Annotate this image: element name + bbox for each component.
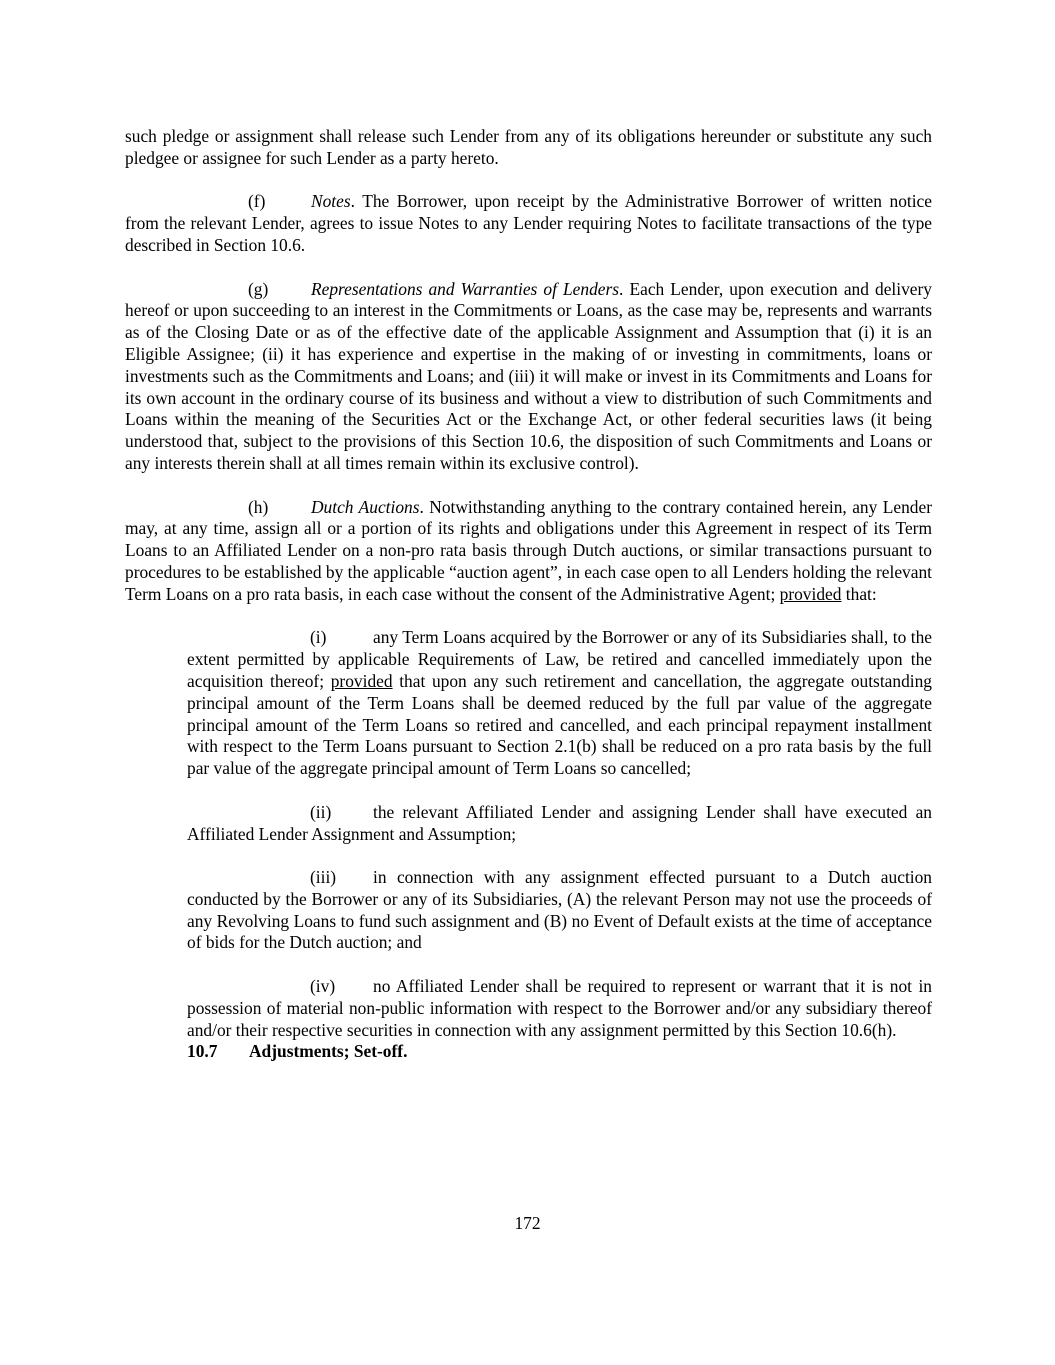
subparagraph-ii: (ii) the relevant Affiliated Lender and assigning Lender shall have executed an Affiliated Lender Assignment and Assumption; [187,801,932,844]
section-heading [187,1041,932,1063]
subparagraph-iii: (iii) in connection with any assignment effected pursuant to a Dutch auction conducted by the Borrower or any of its Subsidiaries, (A) the relevant Person may not use the proceeds of any Revolving Loans to fund such assignment and (B) no Event of Default exists at the time of acceptance of bids for the Dutch auction; and [187,867,932,953]
paragraph-label: (f) [248,191,266,212]
provided-term: provided [330,670,393,691]
paragraph-title: Notes [311,191,351,212]
section-title: Adjustments; Set-off. [249,1041,408,1062]
paragraph-h-dutch-auctions: (h) Dutch Auctions. Notwithstanding anything to the contrary contained herein, any Lender may, at any time, assign all or a portion of its rights and obligations under this Agreement in respect of its Term Loans to an Affiliated Lender on a non-pro rata basis through Dutch auctions, or similar transactions pursuant to procedures to be established by the applicable “auction agent”, in each case open to all Lenders holding the relevant Term Loans on a pro rata basis, in each case without the consent of the Administrative Agent; provided that: [125,496,932,604]
subparagraph-label: (ii) [310,801,332,822]
section-number: 10.7 [187,1041,218,1062]
subparagraph-label: (iii) [310,867,337,888]
page-number: 172 [514,1213,541,1233]
subparagraph-i: (i) any Term Loans acquired by the Borrower or any of its Subsidiaries shall, to the extent permitted by applicable Requirements of Law, be retired and cancelled immediately upon the acquisition thereof; provided that upon any such retirement and cancellation, the aggregate outstanding principal amount of the Term Loans shall be deemed reduced by the full par value of the aggregate principal amount of the Term Loans so retired and cancelled, and each principal repayment installment with respect to the Term Loans pursuant to Section 2.1(b) shall be reduced on a pro rata basis by the full par value of the aggregate principal amount of Term Loans so cancelled; [187,627,932,779]
paragraph-title: Dutch Auctions [311,496,420,517]
subparagraph-label: (iv) [310,976,336,997]
paragraph-f-notes: (f) Notes. The Borrower, upon receipt by the Administrative Borrower of written notice from the relevant Lender, agrees to issue Notes to any Lender requiring Notes to facilitate transactions of the type described in Section 10.6. [125,191,932,255]
subparagraph-iv: (iv) no Affiliated Lender shall be required to represent or warrant that it is not in possession of material non-public information with respect to the Borrower and/or any subsidiary thereof and/or their respective securities in connection with any assignment permitted by this Section 10.6(h). [187,976,932,1040]
paragraph-label: (g) [248,278,269,299]
provided-term: provided [779,583,842,604]
document-page [125,126,932,1063]
subparagraph-label: (i) [310,627,327,648]
paragraph-label: (h) [248,496,269,517]
paragraph-continuation: such pledge or assignment shall release such Lender from any of its obligations hereunder or substitute any such pledgee or assignee for such Lender as a party hereto. [125,126,932,168]
paragraph-g-representations: (g) Representations and Warranties of Lenders. Each Lender, upon execution and delivery hereof or upon succeeding to an interest in the Commitments or Loans, as the case may be, represents and warrants as of the Closing Date or as of the effective date of the applicable Assignment and Assumption that (i) it is an Eligible Assignee; (ii) it has experience and expertise in the making of or investing in commitments, loans or investments such as the Commitments and Loans; and (iii) it will make or invest in its Commitments and Loans for its own account in the ordinary course of its business and without a view to distribution of such Commitments and Loans within the meaning of the Securities Act or the Exchange Act, or other federal securities laws (it being understood that, subject to the provisions of this Section 10.6, the disposition of such Commitments and Loans or any interests therein shall at all times remain within its exclusive control). [125,278,932,473]
paragraph-title: Representations and Warranties of Lenders [311,278,620,299]
